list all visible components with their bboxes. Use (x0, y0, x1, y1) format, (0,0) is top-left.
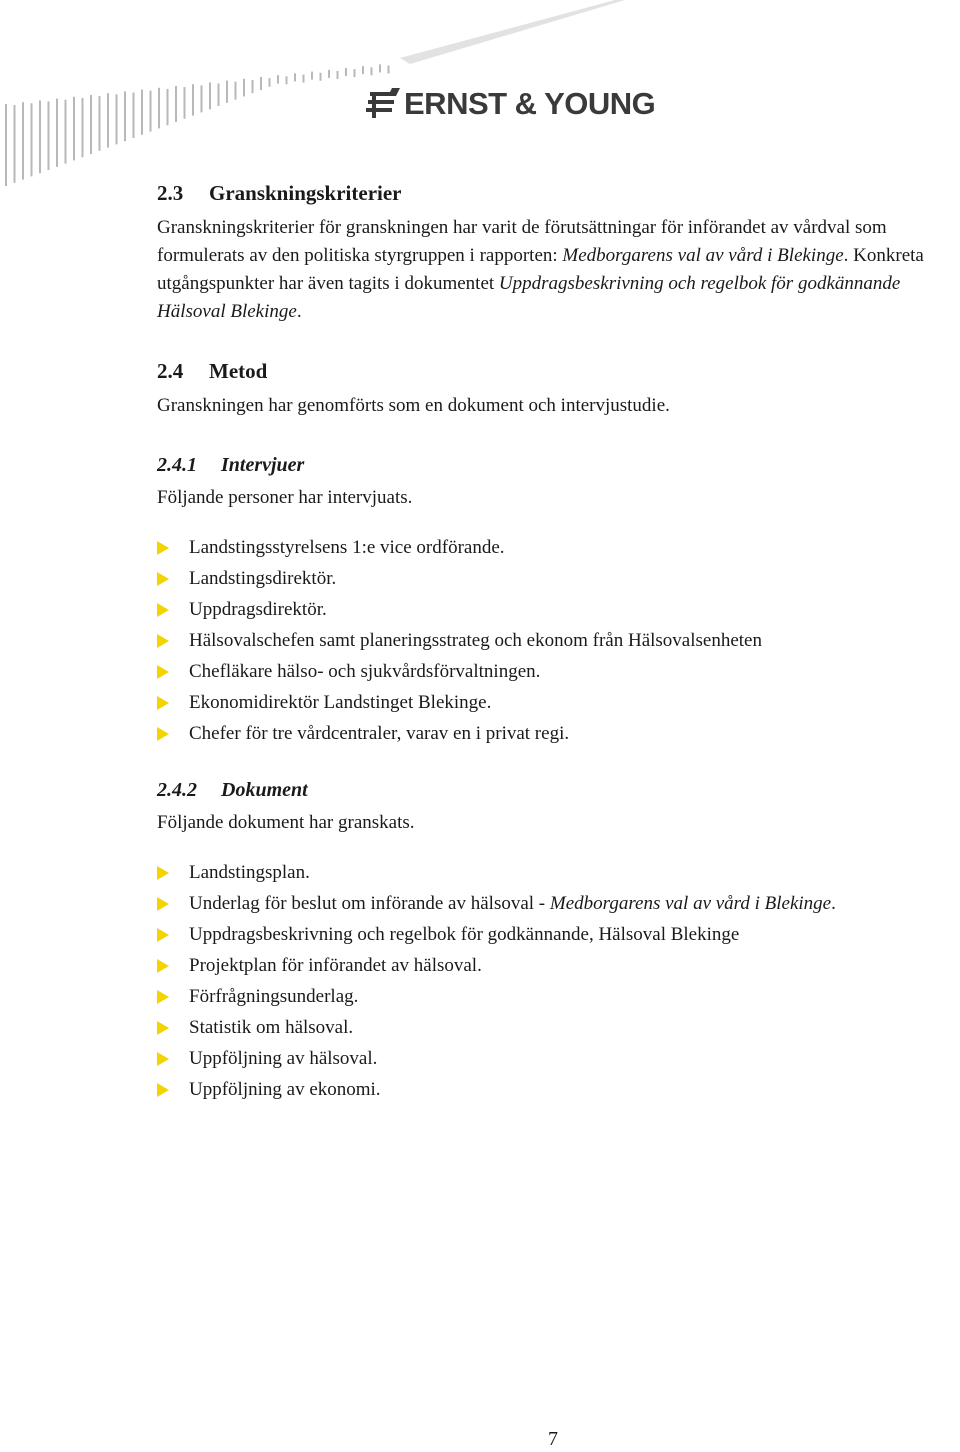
triangle-bullet-icon (157, 990, 169, 1004)
list-item-text-part: Underlag för beslut om införande av hälsoval - (189, 893, 550, 914)
triangle-bullet-icon (157, 696, 169, 710)
section-number: 2.4.1 (157, 454, 197, 476)
list-item (157, 532, 957, 563)
list-item (157, 919, 957, 950)
triangle-bullet-icon (157, 665, 169, 679)
section-2-3-paragraph (157, 214, 957, 326)
list-item (157, 594, 957, 625)
list-item (157, 625, 957, 656)
document-title: Uppdragsbeskrivning och regelbok för godkännande Hälsoval Blekinge (157, 273, 901, 322)
list-item (157, 1074, 957, 1105)
triangle-bullet-icon (157, 897, 169, 911)
list-item-text: Landstingsplan. (189, 862, 310, 883)
list-item (157, 950, 957, 981)
interviewees-list (157, 532, 957, 749)
documents-intro: Följande dokument har granskats. (157, 812, 415, 833)
section-number: 2.3 (157, 181, 184, 205)
list-item (157, 1012, 957, 1043)
section-heading-2-4-1 (157, 450, 957, 480)
report-title: Medborgarens val av vård i Blekinge (562, 245, 844, 266)
paragraph-text: Granskningskriterier för granskningen har varit de förutsättningar för införandet av vårdval som formulerats av den politiska styrgruppen i rapporten: (157, 217, 887, 266)
list-item-text: Uppföljning av ekonomi. (189, 1079, 381, 1100)
list-item-text (189, 888, 836, 919)
triangle-bullet-icon (157, 572, 169, 586)
list-item-text: Uppdragsbeskrivning och regelbok för godkännande, Hälsoval Blekinge (189, 924, 740, 945)
list-item-text: Projektplan för införandet av hälsoval. (189, 955, 482, 976)
list-item (157, 563, 957, 594)
triangle-bullet-icon (157, 603, 169, 617)
logo-text: ERNST & YOUNG (404, 86, 656, 121)
section-2-4-paragraph: Granskningen har genomförts som en dokument och intervjustudie. (157, 395, 670, 416)
list-item (157, 687, 957, 718)
list-item-text: Uppföljning av hälsoval. (189, 1048, 378, 1069)
list-item (157, 857, 957, 888)
list-item (157, 888, 957, 919)
list-item-text: Hälsovalschefen samt planeringsstrateg och ekonom från Hälsovalsenheten (189, 630, 762, 651)
list-item-text-part: . (831, 893, 836, 914)
triangle-bullet-icon (157, 1021, 169, 1035)
triangle-bullet-icon (157, 959, 169, 973)
section-heading-2-4-2 (157, 775, 957, 805)
interviews-intro: Följande personer har intervjuats. (157, 487, 413, 508)
list-item (157, 718, 957, 749)
list-item-text: Chefläkare hälso- och sjukvårdsförvaltningen. (189, 661, 541, 682)
section-title: Granskningskriterier (209, 181, 402, 205)
triangle-bullet-icon (157, 541, 169, 555)
section-title: Metod (209, 359, 268, 383)
section-heading-2-3 (157, 178, 957, 208)
list-item-text: Landstingsdirektör. (189, 568, 337, 589)
list-item (157, 1043, 957, 1074)
section-heading-2-4 (157, 356, 957, 386)
triangle-bullet-icon (157, 634, 169, 648)
document-content (157, 178, 957, 1105)
triangle-bullet-icon (157, 1083, 169, 1097)
section-title: Intervjuer (221, 454, 305, 476)
section-number: 2.4 (157, 359, 184, 383)
logo-mark-icon (366, 88, 400, 120)
list-item-text: Förfrågningsunderlag. (189, 986, 359, 1007)
list-item (157, 656, 957, 687)
list-item-text: Uppdragsdirektör. (189, 599, 327, 620)
ernst-young-logo (366, 84, 655, 124)
documents-list (157, 857, 957, 1105)
triangle-bullet-icon (157, 866, 169, 880)
list-item (157, 981, 957, 1012)
report-title: Medborgarens val av vård i Blekinge (549, 893, 832, 914)
list-item-text: Statistik om hälsoval. (189, 1017, 354, 1038)
list-item-text: Landstingsstyrelsens 1:e vice ordförande. (189, 537, 505, 558)
list-item-text: Ekonomidirektör Landstinget Blekinge. (189, 692, 492, 713)
triangle-bullet-icon (157, 928, 169, 942)
section-title: Dokument (221, 779, 308, 801)
triangle-bullet-icon (157, 727, 169, 741)
page-number: 7 (548, 1428, 558, 1450)
section-number: 2.4.2 (157, 779, 197, 801)
paragraph-text: . Konkreta utgångspunkter har även tagits i dokumentet (157, 245, 924, 294)
triangle-bullet-icon (157, 1052, 169, 1066)
list-item-text: Chefer för tre vårdcentraler, varav en i privat regi. (189, 723, 570, 744)
paragraph-text: . (296, 301, 302, 322)
